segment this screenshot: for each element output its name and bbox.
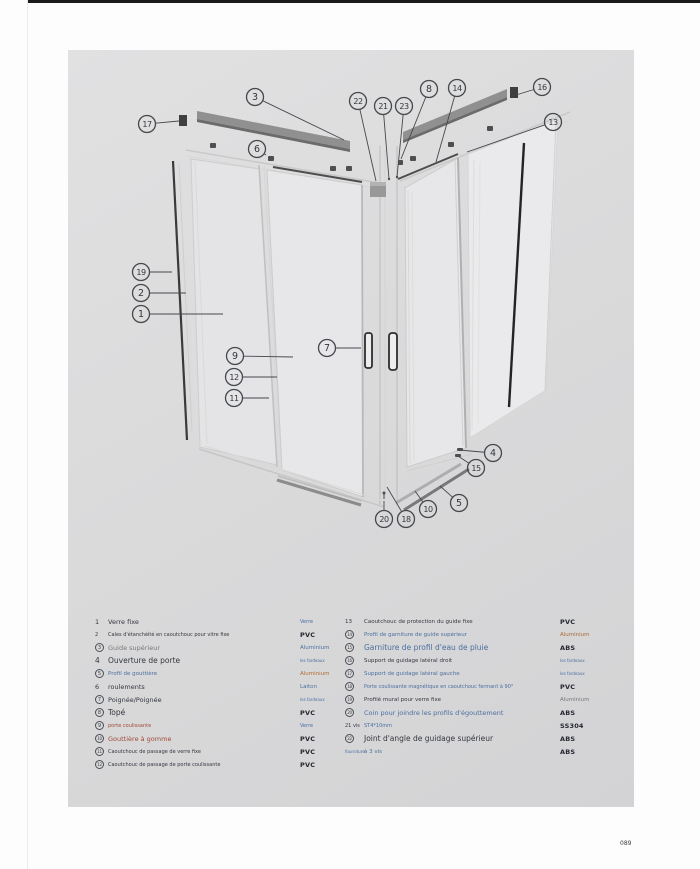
part-label: roulements — [108, 682, 145, 691]
part-number-cell — [95, 683, 108, 691]
callout-number: 6 — [253, 144, 261, 155]
part-number-cell — [95, 721, 108, 730]
part-number-circled: 17 — [345, 669, 354, 678]
part-number-cell — [95, 669, 108, 678]
page-top-border — [27, 0, 700, 3]
part-number-circled: 15 — [345, 643, 354, 652]
part-material: les fardeaux — [300, 658, 325, 663]
part-number-circled: 20 — [345, 708, 354, 717]
callout-leader-line — [397, 114, 403, 177]
part-material: les fardeaux — [560, 658, 585, 663]
parts-row — [95, 667, 355, 680]
parts-row — [345, 667, 635, 680]
part-material: les fardeaux — [300, 697, 325, 702]
callout-number: 1 — [137, 309, 145, 320]
part-number-cell — [95, 618, 108, 626]
part-number-cell — [95, 747, 108, 756]
part-label: Guide supérieur — [108, 643, 161, 652]
part-label: Profil de garniture de guide supérieur — [364, 631, 467, 638]
part-number-circled: 9 — [95, 721, 104, 730]
part-label: Caoutchouc de passage de verre fixe — [108, 748, 201, 755]
part-number-circled: 3 — [95, 643, 104, 652]
part-material: SS304 — [560, 721, 584, 730]
part-number: 6 — [95, 682, 100, 691]
callout-leader-line — [516, 89, 534, 95]
part-label: Support de guidage latéral droit — [364, 657, 453, 664]
part-label: Support de guidage latéral gauche — [364, 670, 460, 677]
part-number-cell — [345, 708, 364, 717]
callout-number: 15 — [471, 464, 481, 473]
callout-leader-line — [440, 486, 453, 497]
part-label: Joint d'angle de guidage supérieur — [364, 734, 494, 743]
callout-number: 12 — [229, 373, 239, 382]
callout-number: 9 — [231, 351, 239, 362]
part-number-cell — [345, 723, 364, 729]
part-number-cell — [345, 630, 364, 639]
parts-list-right — [345, 615, 635, 758]
part-number-cell — [95, 632, 108, 638]
part-label: Topé — [108, 708, 126, 717]
callout-number: 4 — [489, 448, 497, 459]
callout-leader-line — [384, 114, 389, 179]
parts-row — [95, 641, 355, 654]
parts-row — [345, 680, 635, 693]
parts-row — [345, 693, 635, 706]
part-number-cell — [345, 682, 364, 691]
part-number: 2 — [95, 631, 99, 638]
part-label: Ouverture de porte — [108, 656, 181, 665]
left-wall-panels — [173, 150, 380, 497]
part-label: Coin pour joindre les profils d'égouttement — [364, 708, 504, 717]
parts-row — [345, 745, 635, 758]
part-material: PVC — [560, 617, 576, 626]
callout-number: 3 — [251, 92, 259, 103]
part-material: PVC — [300, 734, 316, 743]
callout-number: 23 — [399, 102, 409, 111]
part-number: 1 — [95, 617, 100, 626]
part-number-cell — [95, 708, 108, 717]
part-label: porte coulissante — [108, 722, 152, 729]
handle-left — [365, 333, 372, 368]
part-label: Porte coulissante magnétique en caoutchouc fermant à 90° — [364, 683, 514, 690]
part-material: ABS — [560, 708, 576, 717]
callout-number: 19 — [136, 268, 146, 277]
callout-number: 20 — [379, 515, 389, 524]
callout-number: 10 — [423, 505, 433, 514]
callout-leader-line — [360, 109, 376, 181]
part-number-circled: 18 — [345, 682, 354, 691]
part-material: Laiton — [300, 683, 317, 690]
parts-row — [95, 628, 355, 641]
part-material: les fardeaux — [560, 671, 585, 676]
part-number-circled: 11 — [95, 747, 104, 756]
part-label: Profilé mural pour verre fixe — [364, 696, 441, 703]
part-material: ABS — [560, 643, 576, 652]
part-number-circled: 5 — [95, 669, 104, 678]
part-label: Caoutchouc de protection du guide fixe — [364, 618, 473, 625]
part-number-cell — [345, 734, 364, 743]
part-material: ABS — [560, 747, 576, 756]
parts-row — [95, 706, 355, 719]
parts-row — [345, 719, 635, 732]
rail-end-cap-left — [179, 115, 187, 126]
part-number: 13 — [345, 618, 352, 625]
part-material: PVC — [300, 747, 316, 756]
parts-row — [95, 615, 355, 628]
callout-number: 17 — [142, 120, 152, 129]
part-number-circled: 12 — [95, 760, 104, 769]
callout-number: 13 — [548, 118, 558, 127]
part-label: Verre fixe — [108, 617, 139, 626]
part-material: Aluminium — [560, 631, 590, 638]
part-number-circled: 10 — [95, 734, 104, 743]
part-material: PVC — [300, 760, 316, 769]
callout-leader-line — [155, 121, 179, 123]
parts-row — [345, 615, 635, 628]
parts-row — [95, 758, 355, 771]
rail-end-cap-right — [510, 87, 518, 98]
page-number: 089 — [620, 840, 632, 847]
part-label: à 3 vis — [364, 748, 383, 755]
parts-row — [95, 693, 355, 706]
part-material: Verre — [300, 618, 314, 625]
part-material: PVC — [300, 630, 316, 639]
parts-list-left — [95, 615, 355, 771]
top-guide-rails — [179, 87, 518, 152]
parts-row — [345, 654, 635, 667]
corner-post — [370, 146, 397, 505]
part-label: Poignée/Poignée — [108, 695, 162, 704]
right-wall-panels — [398, 112, 572, 467]
callout-number: 22 — [353, 97, 363, 106]
callout-number: 16 — [537, 83, 547, 92]
part-number-cell — [345, 656, 364, 665]
part-material: Aluminium — [300, 644, 330, 651]
part-material: PVC — [560, 682, 576, 691]
part-number-circled: 22 — [345, 734, 354, 743]
parts-row — [345, 628, 635, 641]
part-number-circled: 7 — [95, 695, 104, 704]
part-label: Caoutchouc de passage de porte coulissante — [108, 761, 221, 768]
parts-row — [95, 732, 355, 745]
part-number-cell — [345, 619, 364, 625]
callout-number: 2 — [137, 288, 145, 299]
part-number-cell — [95, 734, 108, 743]
part-number-cell — [345, 643, 364, 652]
callout-number: 14 — [452, 84, 462, 93]
callout-number: 21 — [378, 102, 388, 111]
parts-row — [95, 719, 355, 732]
part-label: Profil de gouttière — [108, 670, 158, 677]
part-number-circled: 8 — [95, 708, 104, 717]
part-number-circled: 19 — [345, 695, 354, 704]
callout-number: 11 — [229, 394, 239, 403]
door-handles — [365, 333, 397, 370]
part-material: Aluminium — [560, 696, 590, 703]
part-number-circled: 14 — [345, 630, 354, 639]
part-material: PVC — [300, 708, 316, 717]
parts-row — [95, 745, 355, 758]
part-number-circled: 16 — [345, 656, 354, 665]
part-number-cell — [345, 669, 364, 678]
part-number-cell — [95, 695, 108, 704]
part-number: 4 — [95, 656, 100, 665]
callout-number: 7 — [323, 343, 331, 354]
part-number-cell — [95, 643, 108, 652]
part-material: Aluminium — [300, 670, 330, 677]
parts-row — [345, 641, 635, 654]
page-left-crop-line — [27, 0, 28, 869]
part-number: fourniture — [345, 749, 365, 754]
parts-row — [345, 732, 635, 745]
part-label: ST4*10mm — [364, 722, 393, 729]
part-number-cell — [95, 760, 108, 769]
part-label: Garniture de profil d'eau de pluie — [364, 643, 489, 652]
callout-number: 5 — [455, 498, 463, 509]
part-number-cell — [345, 749, 364, 754]
callout-leader-line — [436, 96, 455, 162]
callout-leader-line — [458, 456, 469, 463]
part-material: Verre — [300, 722, 314, 729]
callout-number: 8 — [425, 84, 433, 95]
parts-row — [95, 680, 355, 693]
part-label: Gouttière à gomme — [108, 734, 172, 743]
parts-row — [345, 706, 635, 719]
part-material: ABS — [560, 734, 576, 743]
handle-right — [389, 333, 397, 370]
callout-leader-line — [459, 450, 485, 452]
part-label: Cales d'étanchéité en caoutchouc pour vitre fixe — [108, 631, 230, 638]
part-number: 21 vis — [345, 722, 360, 729]
callout-number: 18 — [401, 515, 411, 524]
parts-row — [95, 654, 355, 667]
part-number-cell — [95, 656, 108, 665]
part-number-cell — [345, 695, 364, 704]
